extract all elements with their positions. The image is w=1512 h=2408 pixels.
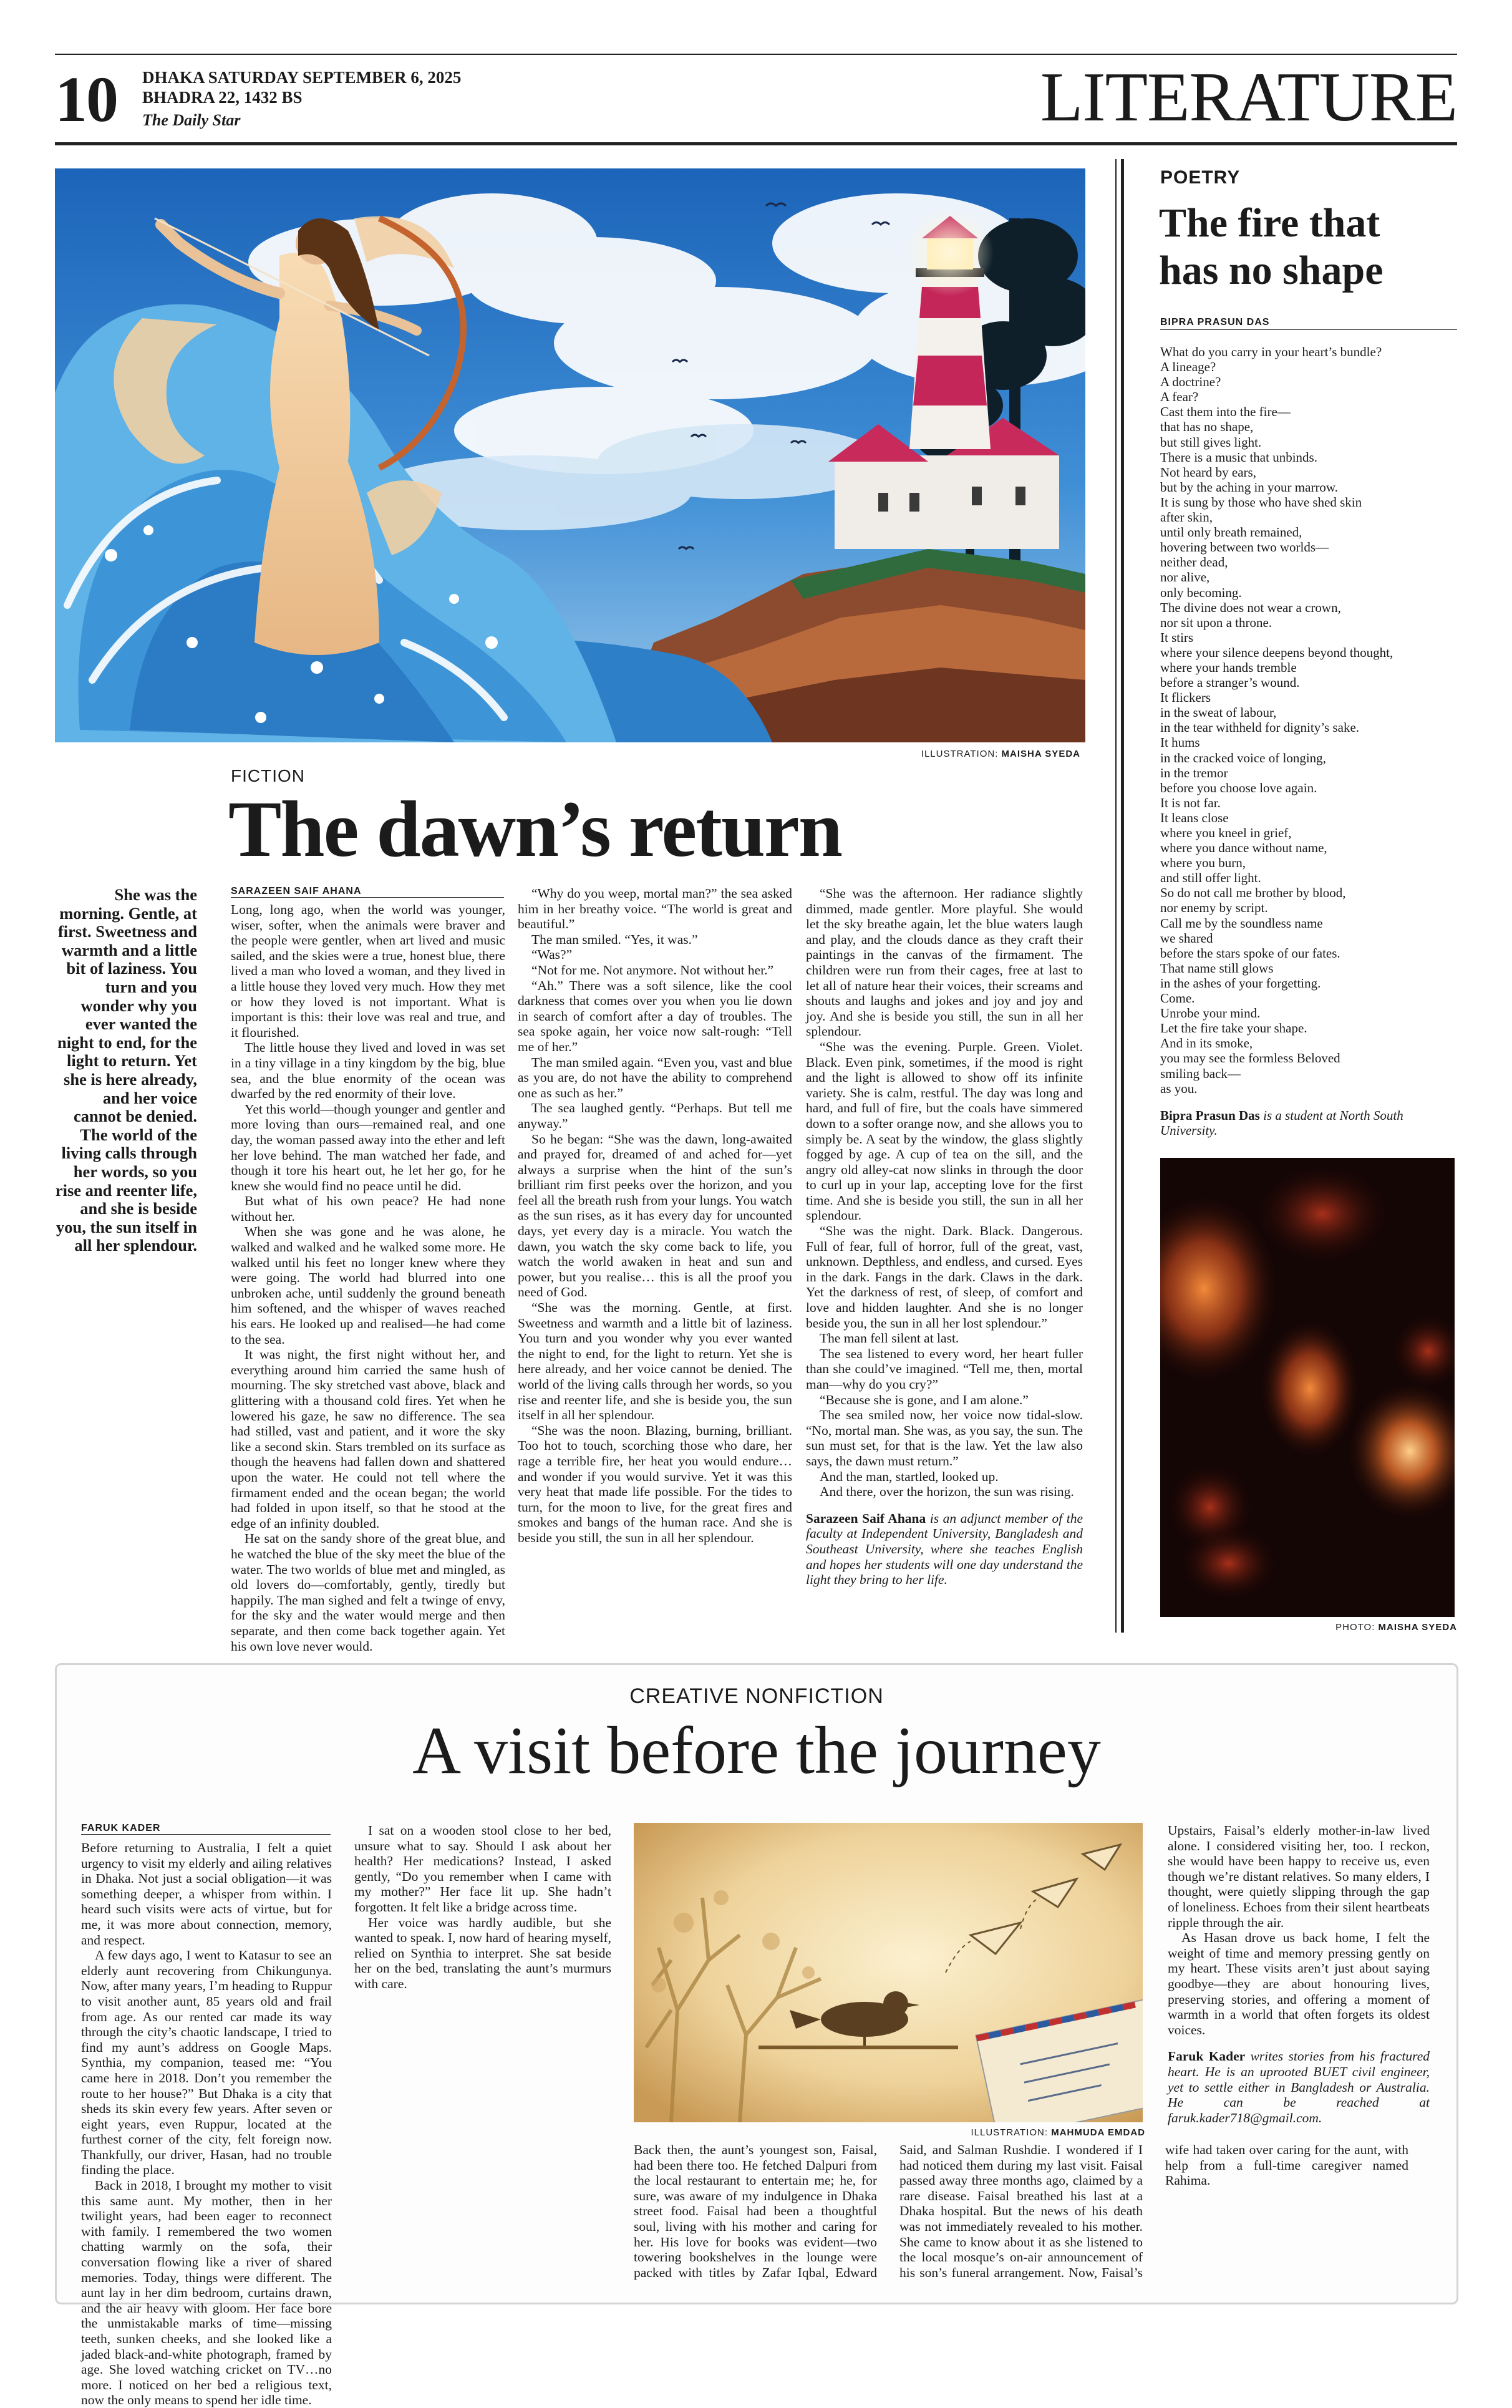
fiction-paragraph: “She was the evening. Purple. Green. Violet. Black. Even pink, sometimes, if the mood is right and the light is allowed to show off its infinite variety. She is calm, restful. The day was long and hard, and full of fire, but the coals have simmered down to a softer orange now, and she allows you to simply be. A seat by the window, the glass slightly fogged by age. A cup of tea on the sill, and the angry old alley-cat now slinks in through the door to curl up in your lap, accepting love for the first time. And she is beside you still, the sun in all her splendour.	[806, 1039, 1083, 1223]
poetry-byline: BIPRA PRASUN DAS	[1160, 317, 1270, 328]
poem-line: where you dance without name,	[1160, 840, 1327, 856]
poem-line: we shared	[1160, 930, 1213, 946]
poem-line: nor enemy by script.	[1160, 900, 1268, 916]
poem-line: A lineage?	[1160, 359, 1216, 375]
poem-line: nor alive,	[1160, 570, 1210, 585]
poem-line: but by the aching in your marrow.	[1160, 479, 1338, 495]
dateline	[142, 67, 461, 107]
fiction-illustration	[55, 168, 1085, 742]
fiction-paragraph: “She was the morning. Gentle, at first. Sweetness and warmth and a little bit of laziness. You turn and you wonder why you ever wanted the night to end, for the light to return. Yet she is here already, and her voice cannot be denied. The world of the living calls through her words, so you rise and reenter life, and she is beside you, the sun itself in all her splendour.	[518, 1300, 792, 1423]
poetry-title-line: has no shape	[1159, 248, 1384, 293]
poem-line: A fear?	[1160, 389, 1199, 405]
section-title: LITERATURE	[1040, 59, 1457, 136]
poem-line: after skin,	[1160, 510, 1213, 525]
poem-line: where you burn,	[1160, 855, 1246, 871]
poem-line: you may see the formless Beloved	[1160, 1051, 1340, 1066]
fiction-paragraph: “She was the noon. Blazing, burning, brilliant. Too hot to touch, scorching those who dare, her rage a terrible fire, her heat you would endure… and wonder if you would survive. Yet it was this very heat that made life possible. For the tides to turn, for the moon to live, for the great fires and smokes and bangs of the human race. And she is beside you still, the sun in all her splendour.	[518, 1422, 792, 1545]
fiction-paragraph: But what of his own peace? He had none without her.	[231, 1193, 505, 1224]
fiction-paragraph: When she was gone and he was alone, he walked and walked and he walked some more. He walked until his feet no longer knew where they were going. The world had blurred into one unbroken ache, until suddenly the ground beneath him softened, and the whisper of waves reached his ears. He looked up and realised—he had come to the sea.	[231, 1224, 505, 1347]
fiction-column-1	[231, 902, 505, 1654]
poem-line: It flickers	[1160, 690, 1211, 706]
poem-line: Call me by the soundless name	[1160, 915, 1323, 931]
poem-body	[1160, 344, 1453, 1096]
masthead-logo: The Daily Star	[142, 111, 241, 129]
fiction-paragraph: He sat on the sandy shore of the great blue, and he watched the blue of the sky meet the blue of the water. The two worlds of blue met and mingled, as old lovers do—comfortably, gently, tiredly but happily. The man sighed and felt a twinge of envy, for the sky and the water would merge and then separate, and then come back together again. Yet his own love never would.	[231, 1531, 505, 1654]
poem-line: Come.	[1160, 991, 1195, 1006]
bangla-date-text: BHADRA 22, 1432 BS	[142, 88, 303, 107]
poem-line: smiling back—	[1160, 1066, 1241, 1081]
fiction-paragraph: “Ah.” There was a soft silence, like the cool darkness that comes over you when you lie down in search of comfort after a day of troubles. The sea spoke again, her voice now salt-rough: “Tell me of her.”	[518, 978, 792, 1054]
nonfiction-paragraph: Back then, the aunt’s youngest son, Faisal, had been there too. He fetched Dalpuri from the local restaurant to entertain me; he, for sure, was aware of my indulgence in Dhaka street food. Faisal had been a thoughtful soul, living with his mother and caring for her. His love for books was evident—two towering bookshelves in the lounge were packed with titles by Zafar Iqbal, Edward Said, and Salman Rushdie. I wondered if I had noticed them during my last visit. Faisal passed away three months ago, claimed by a rare disease. Faisal breathed his last at a Dhaka hospital. But the news of his death was not immediately revealed to his mother. She came to know about it as she listened to the local mosque’s on-air announcement of his son’s funeral arrangement. Now, Faisal’s wife had taken over caring for the aunt, with help from a full-time caregiver named Rahima.	[634, 2142, 1408, 2280]
fiction-kicker: FICTION	[231, 766, 305, 785]
poem-line: but still gives light.	[1160, 434, 1262, 450]
poem-line: in the sweat of labour,	[1160, 705, 1277, 721]
poem-line: Let the fire take your shape.	[1160, 1021, 1307, 1036]
fiction-paragraph: Yet this world—though younger and gentler and more loving than ours—remained real, and one day, the woman passed away into the ether and left her love behind. The man watched her fade, and though it tore his heart out, he let her go, for he knew she would find no peace until he did.	[231, 1101, 505, 1193]
poem-line: That name still glows	[1160, 960, 1274, 976]
nonfiction-column-4	[1168, 1823, 1430, 2125]
nonfiction-column-1	[81, 1840, 332, 2408]
fiction-paragraph: “Was?”	[531, 947, 573, 963]
fiction-paragraph: It was night, the first night without her, and everything around him carried the same hush of mourning. The sky stretched vast above, black and glittering with a thousand cold fires. Yet when he lowered his gaze, he saw no difference. The sea had stilled, vast and patient, and it wore the sky like a second skin. Stars trembled on its surface as though the heavens had fallen down and shattered upon the water. He could not tell where the firmament ended and the ocean began; the world had folded in upon itself, so that he stood at the edge of an infinity doubled.	[231, 1347, 505, 1531]
poetry-photo	[1160, 1158, 1455, 1617]
fiction-pull-quote: She was the morning. Gentle, at first. Sweetness and warmth and a little bit of laziness. You turn and you wonder why you ever wanted the night to end, for the light to return. Yet she is here already, and her voice cannot be denied. The world of the living calls through her words, so you rise and reenter life, and she is beside you, the sun itself in all her splendour.	[55, 885, 197, 1255]
nonfiction-column-3	[634, 2142, 1408, 2286]
poem-line: Cast them into the fire—	[1160, 404, 1291, 420]
poetry-photo-credit: PHOTO: MAISHA SYEDA	[1335, 1622, 1457, 1633]
fiction-paragraph: The man smiled again. “Even you, vast and blue as you are, do not have the ability to comprehend one as such as her.”	[518, 1054, 792, 1100]
poem-line: before the stars spoke of our fates.	[1160, 945, 1340, 961]
nonfiction-paragraph: Before returning to Australia, I felt a quiet urgency to visit my elderly and ailing relatives in Dhaka. Not just a social obligation—it was something deeper, a whisper from within. I heard such visits were acts of virtue, but for me, it was more about connection, memory, and respect.	[81, 1840, 332, 1948]
date-text: DHAKA SATURDAY SEPTEMBER 6, 2025	[142, 68, 462, 87]
fiction-paragraph: And there, over the horizon, the sun was rising.	[820, 1484, 1074, 1500]
nonfiction-byline: FARUK KADER	[81, 1823, 161, 1833]
poem-line: in the cracked voice of longing,	[1160, 750, 1326, 765]
nonfiction-paragraph: Upstairs, Faisal’s elderly mother-in-law lived alone. I considered visiting her, too. I reckon, she would have been happy to receive us, even though we’re distant relatives. So many elders, I thought, were quietly slipping through the gap of loneliness. Echoes from their silent heartbeats ripple through the air.	[1168, 1823, 1430, 1930]
poem-line: There is a music that unbinds.	[1160, 449, 1317, 465]
fiction-paragraph: The little house they lived and loved in was set in a tiny village in a tiny kingdom by the big, blue sea, and the blue enormity of the ocean was dwarfed by the red enormity of their love.	[231, 1040, 505, 1102]
poem-line: So do not call me brother by blood,	[1160, 885, 1346, 901]
poem-line: until only breath remained,	[1160, 525, 1302, 540]
poem-line: Not heard by ears,	[1160, 464, 1256, 480]
poem-line: It leans close	[1160, 810, 1229, 825]
fiction-column-2	[518, 886, 792, 1546]
poem-line: It is not far.	[1160, 795, 1221, 810]
poem-line: in the ashes of your forgetting.	[1160, 975, 1321, 991]
poem-line: nor sit upon a throne.	[1160, 614, 1272, 630]
nonfiction-author-bio: Faruk Kader writes stories from his fractured heart. He is an uprooted BUET civil engineer, yet to settle either in Bangladesh or Australia. He can be reached at faruk.kader718@gmail.com.	[1168, 2049, 1430, 2125]
poem-line: where your silence deepens beyond thought,	[1160, 644, 1393, 660]
poem-line: where you kneel in grief,	[1160, 825, 1292, 840]
nonfiction-paragraph: I sat on a wooden stool close to her bed, unsure what to say. Should I ask about her health? Her medications? Instead, I asked gently, “Do you remember when I came with my mother?” Her face lit up. She hadn’t forgotten. It felt like a bridge across time.	[354, 1823, 611, 1915]
nonfiction-paragraph: As Hasan drove us back home, I felt the weight of time and memory pressing gently on my heart. These visits aren’t just about saying goodbye—they are about honouring lives, preserving stories, and offering a moment of warmth in a world that often forgets its oldest voices.	[1168, 1930, 1430, 2037]
poem-line: in the tremor	[1160, 765, 1228, 780]
poem-line: And in its smoke,	[1160, 1036, 1253, 1051]
fiction-paragraph: “Because she is gone, and I am alone.”	[820, 1392, 1029, 1407]
fiction-paragraph: “She was the afternoon. Her radiance slightly dimmed, made gentler. More playful. She would let the sky breathe again, let the blue waters laugh and play, and the clouds dance as they craft their paintings in the canvas of the firmament. The children were run from their cages, free at last to let all of nature hear their voices, their screams and shouts and laughs and jokes and joy and joy and joy. And she is beside you still, the sun in all her splendour.	[806, 886, 1083, 1039]
fiction-paragraph: The sea smiled now, her voice now tidal-slow. “No, mortal man. She was, as you say, the sun. The sun must set, for that is the law. Yet the law also says, the dawn must return.”	[806, 1407, 1083, 1469]
poetry-kicker: POETRY	[1160, 167, 1241, 188]
fiction-paragraph: “Not for me. Not anymore. Not without her.”	[531, 962, 774, 978]
poem-line: It hums	[1160, 735, 1200, 750]
poem-line: that has no shape,	[1160, 419, 1254, 435]
fiction-column-3	[806, 886, 1083, 1588]
poem-line: in the tear withheld for dignity’s sake.	[1160, 720, 1360, 736]
poem-line: A doctrine?	[1160, 374, 1221, 390]
poetry-author-bio: Bipra Prasun Das is a student at North South University.	[1160, 1108, 1403, 1138]
nonfiction-paragraph: A few days ago, I went to Katasur to see an elderly aunt recovering from Chikungunya. Now, after many years, I’m heading to Ruppur to visit another aunt, 85 years old and frail from age. As our rented car made its way through the city’s chaotic landscape, I tried to find my aunt’s address on Google Maps. Synthia, my companion, teased me: “You came here in 2018. Don’t you remember the route to her house?” But Dhaka is a city that sheds its skin every few years. After seven or eight years, even Ruppur, located at the furthest corner of the city, felt foreign now. Thankfully, our driver, Hasan, had no trouble finding the place.	[81, 1948, 332, 2178]
nonfiction-illustration	[634, 1823, 1143, 2122]
poem-line: The divine does not wear a crown,	[1160, 600, 1341, 615]
fiction-paragraph: And the man, startled, looked up.	[820, 1469, 999, 1484]
fiction-paragraph: “She was the night. Dark. Black. Dangerous. Full of fear, full of horror, full of the great, vast, unknown. Depthless, and endless, and cursed. Eyes in the dark. Fangs in the dark. Claws in the dark. Yet the darkness of rest, of sleep, of comfort and love and hidden laughter. And she is no longer beside you, the sun in all her lost splendour.”	[806, 1223, 1083, 1331]
fiction-paragraph: “Why do you weep, mortal man?” the sea asked him in her breathy voice. “The world is great and beautiful.”	[518, 886, 792, 932]
poem-line: It is sung by those who have shed skin	[1160, 494, 1362, 510]
poetry-title-line: The fire that	[1159, 200, 1380, 246]
fiction-paragraph: The sea laughed gently. “Perhaps. But tell me anyway.”	[518, 1100, 792, 1131]
nonfiction-kicker: CREATIVE NONFICTION	[629, 1684, 884, 1708]
nonfiction-title: A visit before the journey	[412, 1714, 1101, 1788]
poem-line: as you.	[1160, 1080, 1198, 1096]
fiction-paragraph: Long, long ago, when the world was younger, wiser, softer, when the animals were braver and the people were gentler, when art lived and music sailed, and the skies were a true, honest blue, there lived a man who loved a woman, and they lived in a little house they loved very much. How they met or how they loved is not important. What is important is this: their love was real and true, and it flourished.	[231, 902, 505, 1040]
poetry-title	[1159, 200, 1384, 294]
nonfiction-column-2	[354, 1823, 611, 1992]
page-number: 10	[55, 64, 117, 135]
fiction-paragraph: The man fell silent at last.	[820, 1331, 959, 1346]
nonfiction-paragraph: Back in 2018, I brought my mother to visit this same aunt. My mother, then in her twilight years, had been eager to reconnect with family. I remembered the two women chatting warmly on the sofa, their conversation flowing like a river of shared memories. Today, things were different. The aunt lay in her dim bedroom, curtains drawn, and the air heavy with gloom. Her face bore the unmistakable marks of time—missing teeth, sunken cheeks, and she looked like a jaded black-and-white photograph, framed by age. She loved watching cricket on TV…no more. I noticed on her bed a religious text, now the only means to spend her idle time.	[81, 2178, 332, 2408]
fiction-title: The dawn’s return	[228, 785, 841, 873]
poem-line: It stirs	[1160, 629, 1194, 645]
poem-line: What do you carry in your heart’s bundle?	[1160, 344, 1382, 359]
fiction-illustration-credit: ILLUSTRATION: MAISHA SYEDA	[921, 749, 1080, 759]
fiction-paragraph: The sea listened to every word, her heart fuller than she could’ve imagined. “Tell me, then, mortal man—why do you cry?”	[806, 1346, 1083, 1392]
fiction-paragraph: The man smiled. “Yes, it was.”	[531, 931, 698, 947]
poem-line: and still offer light.	[1160, 870, 1261, 886]
nonfiction-paragraph: Her voice was hardly audible, but she wanted to speak. I, now hard of hearing myself, relied on Synthia to interpret. She sat beside her on the bed, translating the aunt’s murmurs with care.	[354, 1915, 611, 1991]
poem-line: before a stranger’s wound.	[1160, 675, 1300, 691]
poem-line: where your hands tremble	[1160, 659, 1297, 675]
poem-line: hovering between two worlds—	[1160, 540, 1329, 555]
poem-line: Unrobe your mind.	[1160, 1006, 1261, 1021]
nonfiction-illustration-credit: ILLUSTRATION: MAHMUDA EMDAD	[971, 2127, 1145, 2138]
poem-line: only becoming.	[1160, 585, 1242, 600]
fiction-paragraph: So he began: “She was the dawn, long-awaited and prayed for, dreamed of and ached for—yet always a surprise when the hint of the sun’s brilliant rim first peeks over the horizon, and you feel all the breath rush from your lungs. You watch as the sun rises, as it has every day for uncounted days, yet every day is a miracle. You watch the dawn, you watch the sky come back to life, you watch the world awaken in heat and sun and power, but you realise… this is all the proof you need of God.	[518, 1131, 792, 1300]
fiction-byline: SARAZEEN SAIF AHANA	[231, 886, 362, 896]
poem-line: neither dead,	[1160, 555, 1228, 570]
fiction-author-bio: Sarazeen Saif Ahana is an adjunct member of the faculty at Independent University, Bangladesh and Southeast University, where she teaches English and hopes her students will one day understand the light they bring to her life.	[806, 1510, 1083, 1588]
poem-line: before you choose love again.	[1160, 780, 1317, 795]
